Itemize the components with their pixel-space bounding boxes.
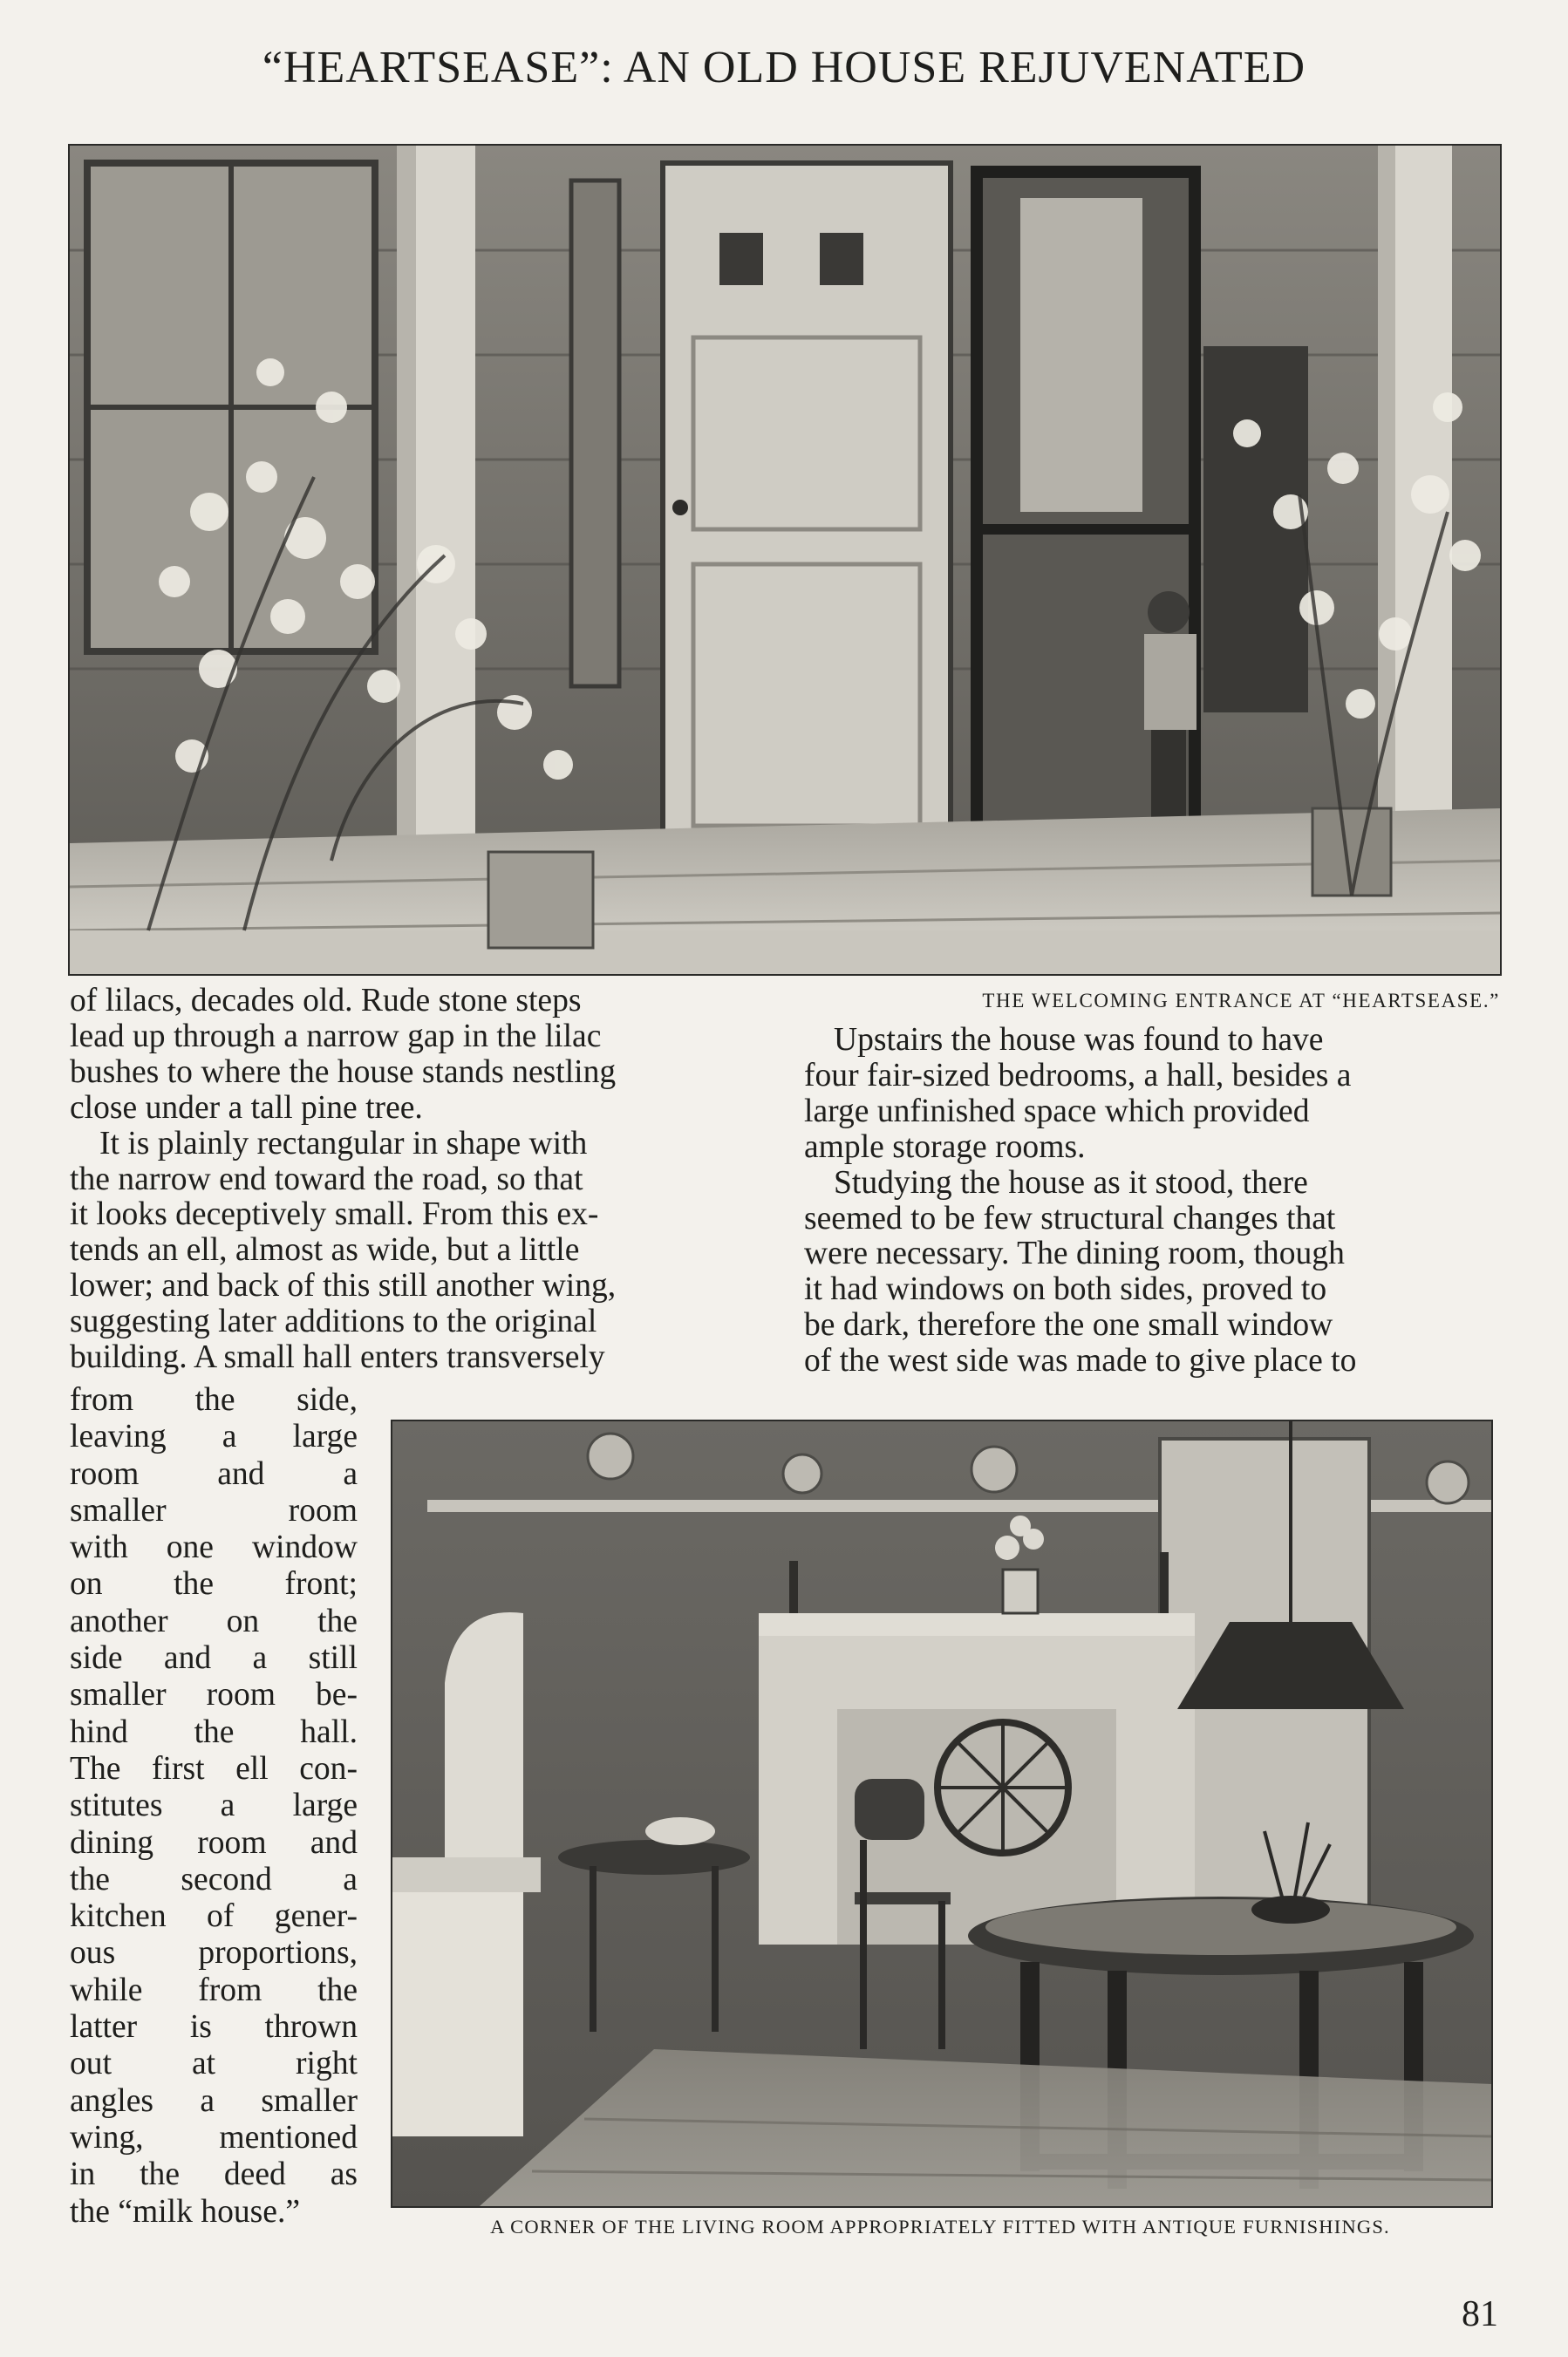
text-line: dining room and bbox=[70, 1824, 358, 1861]
text-line: seemed to be few structural changes that bbox=[804, 1200, 1336, 1236]
text-line: with one window bbox=[70, 1529, 358, 1566]
text-line: it looks deceptively small. From this ex- bbox=[70, 1196, 599, 1233]
text-line: angles a smaller bbox=[70, 2082, 358, 2119]
text-line: smaller room bbox=[70, 1492, 358, 1529]
right-column-text bbox=[804, 1023, 1498, 1379]
text-line: the second a bbox=[70, 1861, 358, 1897]
text-line: tends an ell, almost as wide, but a little bbox=[70, 1232, 580, 1269]
entrance-photo-caption: THE WELCOMING ENTRANCE AT “HEARTSEASE.” bbox=[982, 990, 1500, 1012]
text-line: The first ell con- bbox=[70, 1750, 358, 1787]
text-line: from the side, bbox=[70, 1382, 358, 1418]
text-line: kitchen of gener- bbox=[70, 1898, 358, 1935]
text-line: stitutes a large bbox=[70, 1788, 358, 1824]
text-line: smaller room be- bbox=[70, 1677, 358, 1713]
text-line: on the front; bbox=[70, 1566, 358, 1603]
text-line: close under a tall pine tree. bbox=[70, 1089, 423, 1126]
entrance-photo bbox=[68, 144, 1502, 976]
text-line: building. A small hall enters transversely bbox=[70, 1339, 605, 1376]
text-line: be dark, therefore the one small window bbox=[804, 1307, 1333, 1344]
text-line: out at right bbox=[70, 2046, 358, 2082]
text-line: were necessary. The dining room, though bbox=[804, 1236, 1345, 1272]
text-line: while from the bbox=[70, 1972, 358, 2008]
text-line: of lilacs, decades old. Rude stone steps bbox=[70, 983, 582, 1018]
text-line: four fair-sized bedrooms, a hall, besides a bbox=[804, 1057, 1352, 1093]
running-head: “HEARTSEASE”: AN OLD HOUSE REJUVENATED bbox=[262, 43, 1306, 92]
text-line: ample storage rooms. bbox=[804, 1128, 1086, 1165]
text-line: wing, mentioned bbox=[70, 2119, 358, 2156]
living-room-photo bbox=[391, 1420, 1493, 2208]
text-line: the narrow end toward the road, so that bbox=[70, 1161, 583, 1197]
text-line: large unfinished space which provided bbox=[804, 1093, 1310, 1129]
text-line: hind the hall. bbox=[70, 1713, 358, 1750]
text-line: lower; and back of this still another wing, bbox=[70, 1268, 617, 1305]
text-line: suggesting later additions to the original bbox=[70, 1304, 597, 1340]
page-number: 81 bbox=[1462, 2294, 1498, 2334]
entrance-photo-illustration bbox=[70, 146, 1500, 974]
text-line: another on the bbox=[70, 1603, 358, 1639]
text-line: of the west side was made to give place to bbox=[804, 1343, 1357, 1379]
text-line: it had windows on both sides, proved to bbox=[804, 1271, 1327, 1308]
text-line: It is plainly rectangular in shape with bbox=[99, 1125, 588, 1161]
text-line: room and a bbox=[70, 1455, 358, 1492]
text-line: in the deed as bbox=[70, 2156, 358, 2193]
living-room-photo-caption: A CORNER OF THE LIVING ROOM APPROPRIATELY FITTED WITH ANTIQUE FURNISHINGS. bbox=[490, 2216, 1390, 2238]
text-line: lead up through a narrow gap in the lilac bbox=[70, 1018, 602, 1054]
text-line: ous proportions, bbox=[70, 1935, 358, 1972]
left-column-text bbox=[70, 984, 762, 1376]
text-line: Studying the house as it stood, there bbox=[834, 1164, 1308, 1201]
text-line: the “milk house.” bbox=[70, 2193, 301, 2230]
text-line: Upstairs the house was found to have bbox=[834, 1022, 1324, 1058]
text-line: bushes to where the house stands nestling bbox=[70, 1053, 617, 1090]
text-line: side and a still bbox=[70, 1640, 358, 1677]
narrow-column-text bbox=[70, 1382, 358, 2231]
text-line: latter is thrown bbox=[70, 2009, 358, 2046]
living-room-photo-illustration bbox=[392, 1421, 1491, 2206]
text-line: leaving a large bbox=[70, 1419, 358, 1455]
